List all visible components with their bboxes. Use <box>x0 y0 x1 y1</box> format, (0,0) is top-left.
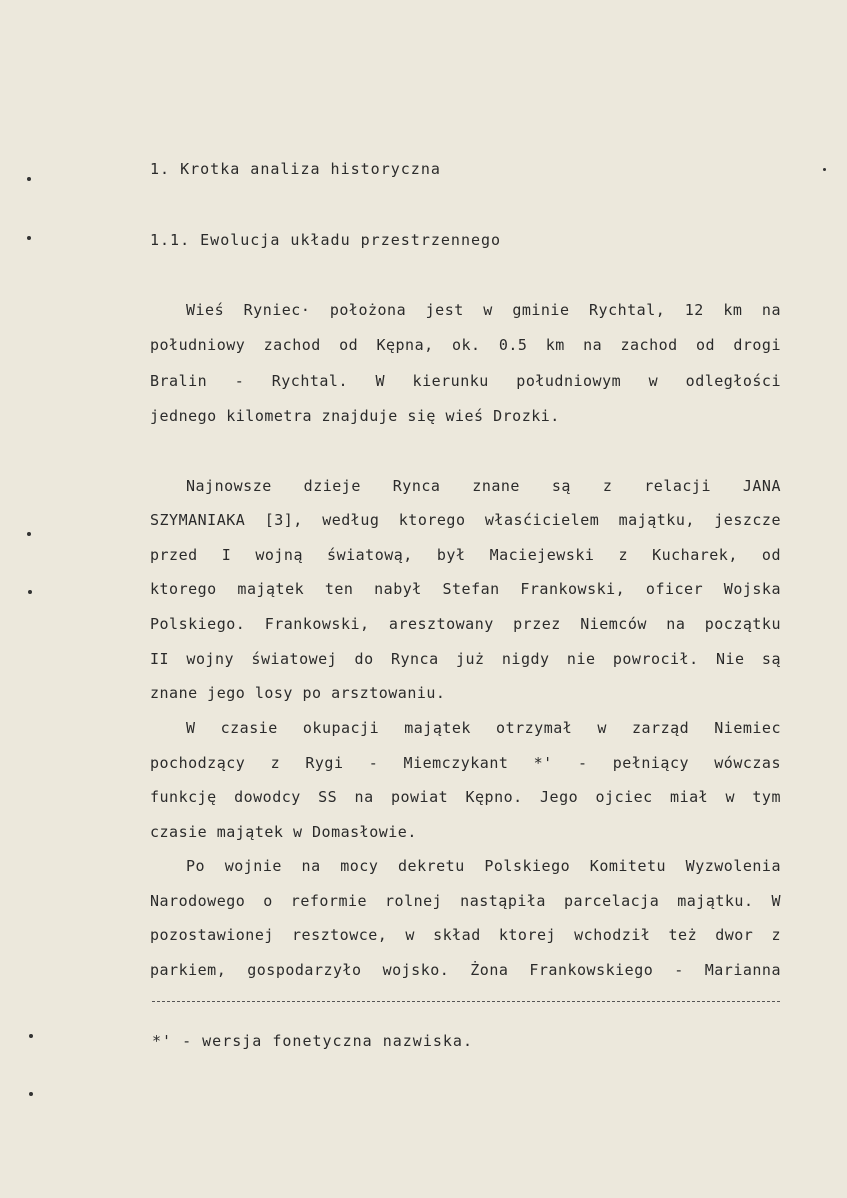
paragraph-line: Bralin - Rychtal. W kierunku południowym w odległości <box>150 372 781 390</box>
paragraph-line: południowy zachod od Kępna, ok. 0.5 km na zachod od drogi <box>150 336 781 354</box>
scan-speck <box>29 1034 33 1038</box>
paragraph-line: przed I wojną światową, był Maciejewski z Kucharek, od <box>150 546 781 564</box>
paragraph-line: pozostawionej resztowce, w skład ktorej wchodził też dwor z <box>150 926 781 944</box>
paragraph-line: jednego kilometra znajduje się wieś Drozki. <box>150 407 560 425</box>
paragraph-line: ktorego majątek ten nabył Stefan Frankowski, oficer Wojska <box>150 580 781 598</box>
footnote-divider <box>152 1001 780 1002</box>
paragraph-line: W czasie okupacji majątek otrzymał w zarząd Niemiec <box>186 719 781 737</box>
paragraph-line: II wojny światowej do Rynca już nigdy nie powrocił. Nie są <box>150 650 781 668</box>
paragraph-line: parkiem, gospodarzyło wojsko. Żona Frankowskiego - Marianna <box>150 961 781 979</box>
paragraph-line: SZYMANIAKA [3], według ktorego własćicielem majątku, jeszcze <box>150 511 781 529</box>
scan-speck <box>27 177 31 181</box>
footnote: *' - wersja fonetyczna nazwiska. <box>152 1032 473 1050</box>
section-heading: 1. Krotka analiza historyczna <box>150 160 441 178</box>
scan-speck <box>28 590 32 594</box>
paragraph-line: pochodzący z Rygi - Miemczykant *' - pełniący wówczas <box>150 754 781 772</box>
scan-speck <box>29 1092 33 1096</box>
paragraph-line: znane jego losy po arsztowaniu. <box>150 684 446 702</box>
scan-speck <box>823 168 826 171</box>
scan-speck <box>27 236 31 240</box>
paragraph-line: Wieś Ryniec· położona jest w gminie Rychtal, 12 km na <box>186 301 781 319</box>
paragraph-line: czasie majątek w Domasłowie. <box>150 823 417 841</box>
subsection-heading: 1.1. Ewolucja układu przestrzennego <box>150 231 502 249</box>
scan-speck <box>27 532 31 536</box>
paragraph-line: funkcję dowodcy SS na powiat Kępno. Jego ojciec miał w tym <box>150 788 781 806</box>
paragraph-line: Polskiego. Frankowski, aresztowany przez Niemców na początku <box>150 615 781 633</box>
paragraph-line: Narodowego o reformie rolnej nastąpiła parcelacja majątku. W <box>150 892 781 910</box>
paragraph-line: Po wojnie na mocy dekretu Polskiego Komitetu Wyzwolenia <box>186 857 781 875</box>
paragraph-line: Najnowsze dzieje Rynca znane są z relacji JANA <box>186 477 781 495</box>
